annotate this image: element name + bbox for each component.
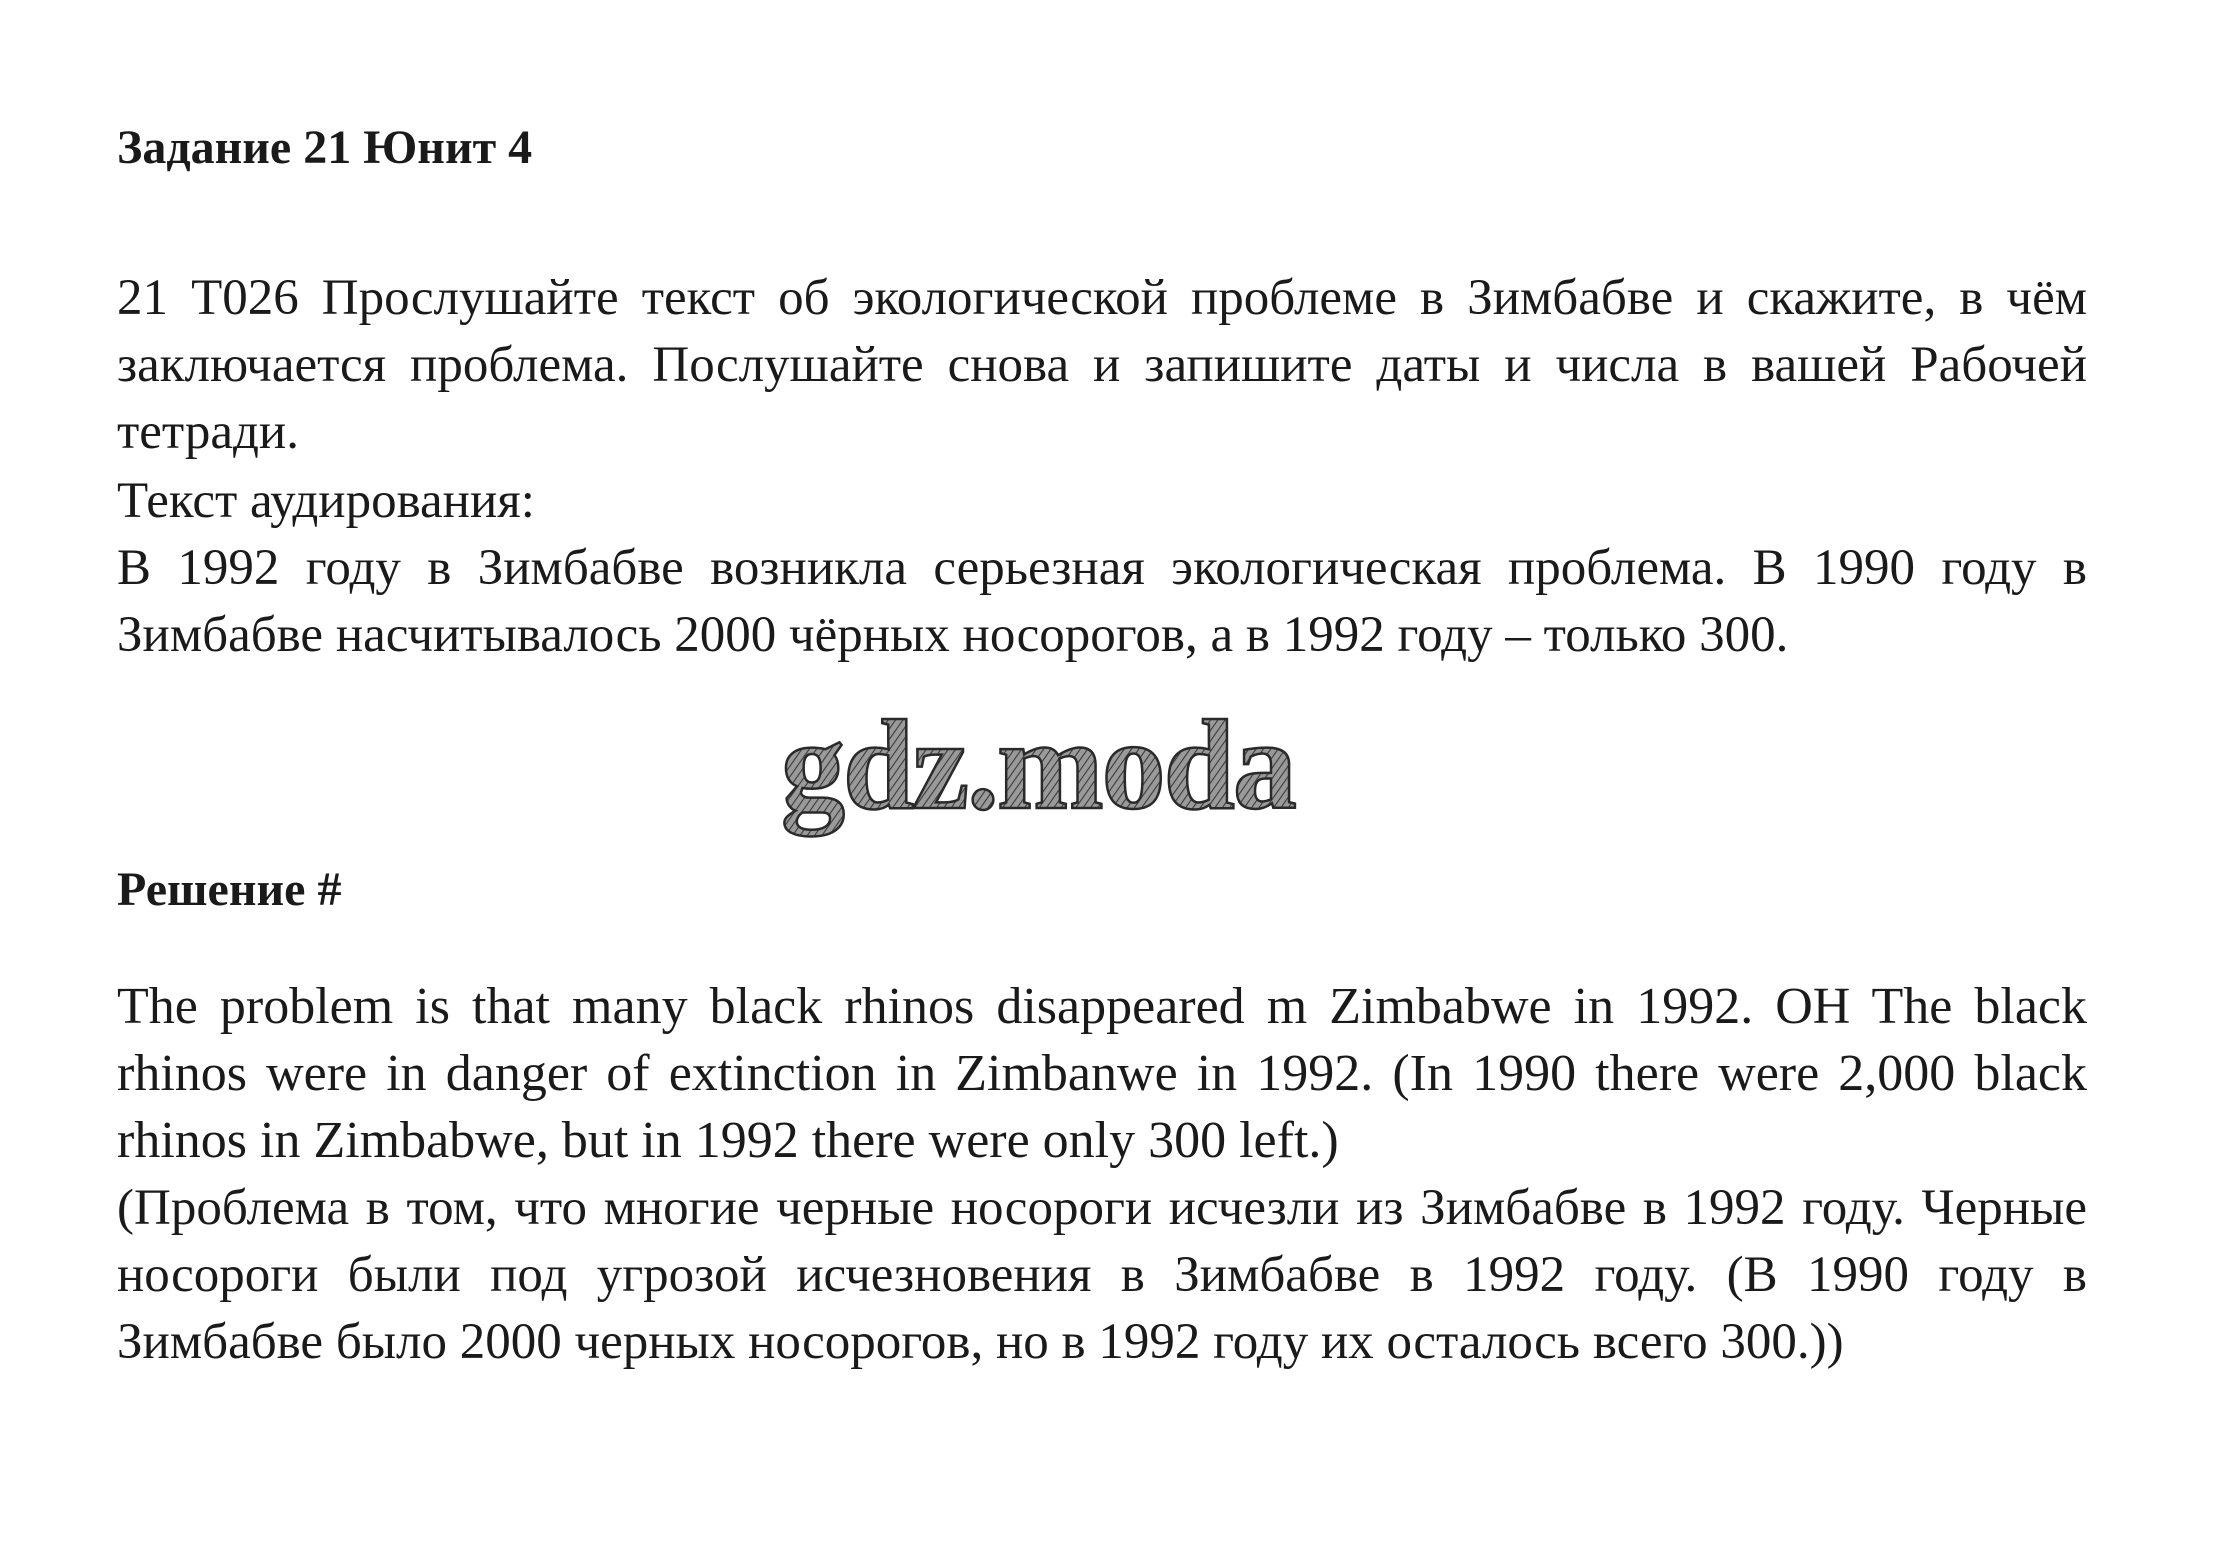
answer-english: The problem is that many black rhinos disappeared m Zimbabwe in 1992. OH The black rhinos were in danger of extinction in Zimbanwe in 1992. (In 1990 there were 2,000 black rhinos in Zimbabwe, but in 1992 there were only 300 left.) bbox=[117, 978, 2087, 1169]
listening-label: Текст аудирования: bbox=[117, 473, 535, 529]
answer-russian: (Проблема в том, что многие черные носороги исчезли из Зимбабве в 1992 году. Черные носороги были под угрозой исчезновения в Зимбабве в 1992 году. (В 1990 году в Зимбабве было 2000 черных носорогов, но в 1992 году их осталось всего 300.)) bbox=[117, 1180, 2087, 1370]
watermark-logo-graphic bbox=[777, 700, 1537, 850]
watermark-logo bbox=[777, 700, 1537, 850]
document-page bbox=[117, 0, 2087, 1567]
listening-text: В 1992 году в Зимбабве возникла серьезная экологическая проблема. В 1990 году в Зимбабве насчитывалось 2000 чёрных носорогов, а в 1992 году – только 300. bbox=[117, 540, 2087, 663]
task-instructions: 21 Т026 Прослушайте текст об экологической проблеме в Зимбабве и скажите, в чём заключается проблема. Послушайте снова и запишите даты и числа в вашей Рабочей тетради. bbox=[117, 270, 2087, 460]
task-heading: Задание 21 Юнит 4 bbox=[117, 121, 533, 174]
watermark-text: gdz.moda bbox=[781, 700, 1295, 836]
solution-heading: Решение # bbox=[117, 863, 342, 916]
